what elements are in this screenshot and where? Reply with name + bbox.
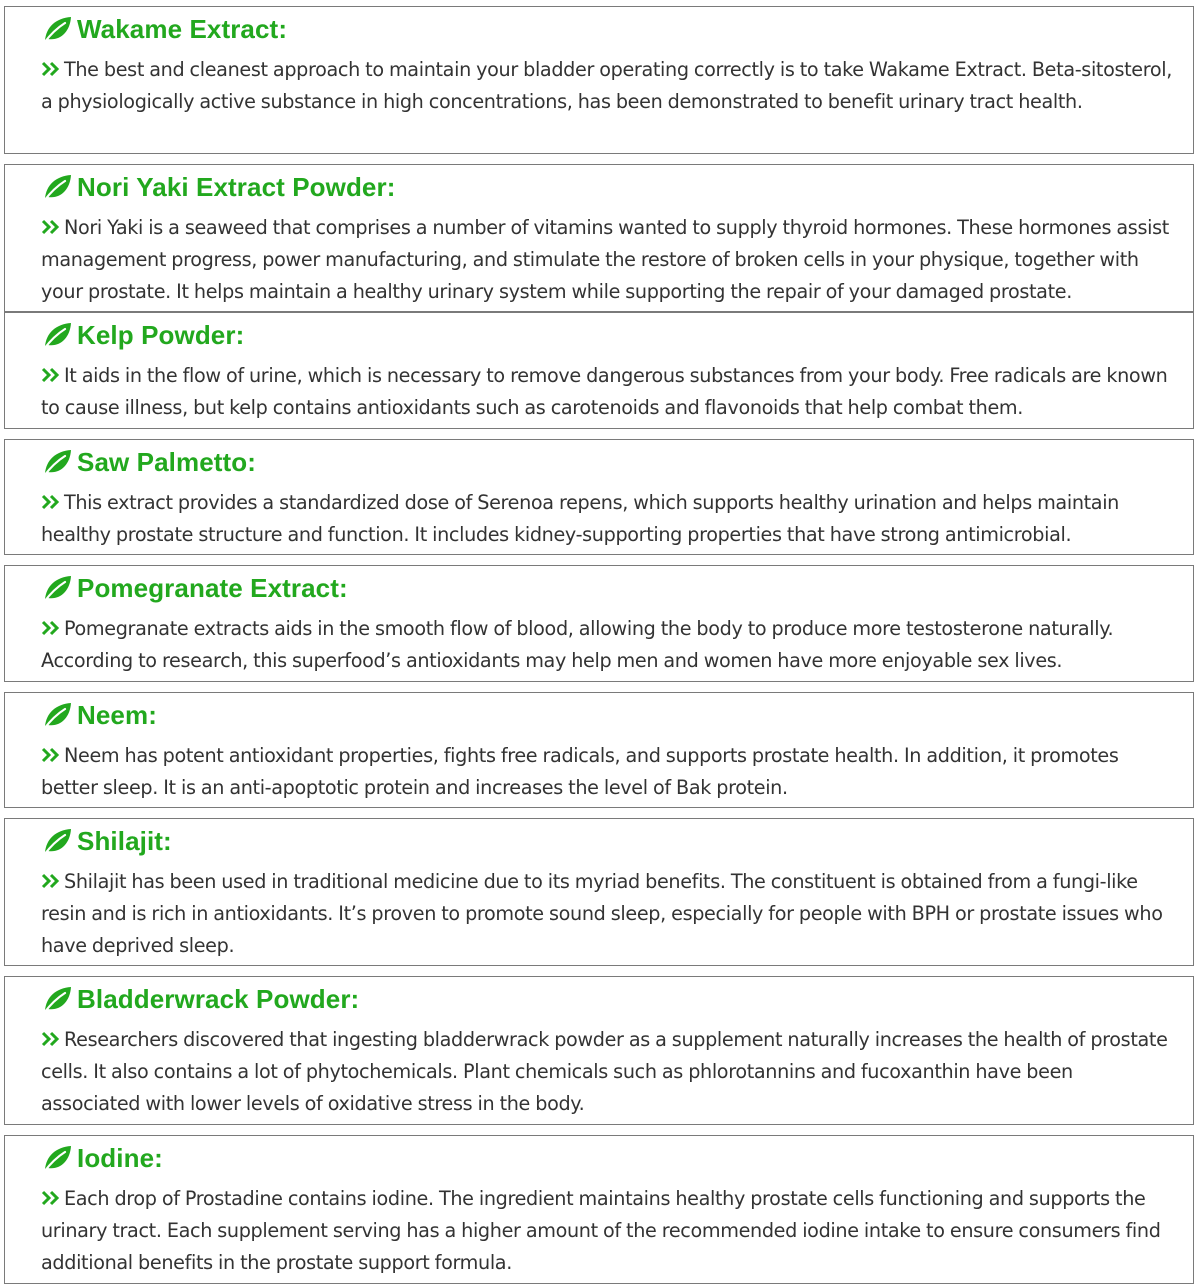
card-heading [41,981,359,1017]
card-text: Nori Yaki is a seaweed that comprises a number of vitamins wanted to supply thyroid hormones. These hormones assist management progress, power manufacturing, and stimulate the restore of broken cells in your physique, together with your prostate. It helps maintain a healthy urinary system while supporting the repair of your damaged prostate. [41,216,1169,303]
card-nori-yaki-extract-powder [4,164,1194,312]
card-bladderwrack-powder [4,976,1194,1125]
card-heading [41,11,287,47]
card-neem [4,692,1194,808]
double-chevron-right-icon [41,219,61,235]
card-text: This extract provides a standardized dose of Serenoa repens, which supports healthy urination and helps maintain healthy prostate structure and function. It includes kidney-supporting properties that have strong antimicrobial. [41,491,1119,546]
card-shilajit [4,818,1194,966]
card-pomegranate-extract [4,565,1194,682]
card-text: It aids in the flow of urine, which is necessary to remove dangerous substances from your body. Free radicals are known to cause illness, but kelp contains antioxidants such as carotenoids and flavonoids that help combat them. [41,364,1168,419]
card-heading [41,823,172,859]
card-description [41,1024,1176,1120]
card-heading [41,317,244,353]
card-text: Each drop of Prostadine contains iodine. The ingredient maintains healthy prostate cells functioning and supports the urinary tract. Each supplement serving has a higher amount of the recommended iodine intake to ensure consumers find additional benefits in the prostate support formula. [41,1187,1161,1274]
card-description [41,360,1176,424]
card-description [41,212,1176,308]
double-chevron-right-icon [41,620,61,636]
leaf-icon [41,320,73,350]
double-chevron-right-icon [41,1190,61,1206]
double-chevron-right-icon [41,61,61,77]
card-description [41,1183,1176,1279]
card-description [41,487,1176,551]
leaf-icon [41,826,73,856]
card-heading [41,169,395,205]
card-description [41,613,1176,677]
card-description [41,54,1176,118]
card-text: Shilajit has been used in traditional medicine due to its myriad benefits. The constituent is obtained from a fungi-like resin and is rich in antioxidants. It’s proven to promote sound sleep, especially for people with BPH or prostate issues who have deprived sleep. [41,870,1163,957]
card-title: Pomegranate Extract: [77,572,348,603]
card-text: Neem has potent antioxidant properties, fights free radicals, and supports prostate health. In addition, it promotes better sleep. It is an anti-apoptotic protein and increases the level of Bak protein. [41,744,1119,799]
card-title: Bladderwrack Powder: [77,983,360,1014]
double-chevron-right-icon [41,873,61,889]
card-heading [41,444,256,480]
card-title: Saw Palmetto: [77,446,257,477]
double-chevron-right-icon [41,367,61,383]
card-title: Neem: [77,699,157,730]
card-heading [41,570,348,606]
card-text: Researchers discovered that ingesting bladderwrack powder as a supplement naturally increases the health of prostate cells. It also contains a lot of phytochemicals. Plant chemicals such as phlorotannins and fucoxanthin have been associated with lower levels of oxidative stress in the body. [41,1028,1168,1115]
card-text: The best and cleanest approach to maintain your bladder operating correctly is to take Wakame Extract. Beta-sitosterol, a physiologically active substance in high concentrations, has been demonstrated to benefit urinary tract health. [41,58,1172,113]
card-title: Wakame Extract: [77,13,288,44]
card-text: Pomegranate extracts aids in the smooth flow of blood, allowing the body to produce more testosterone naturally. According to research, this superfood’s antioxidants may help men and women have more enjoyable sex lives. [41,617,1114,672]
card-title: Kelp Powder: [77,319,245,350]
card-title: Nori Yaki Extract Powder: [77,171,396,202]
card-wakame-extract [4,6,1194,154]
card-title: Iodine: [77,1142,163,1173]
double-chevron-right-icon [41,494,61,510]
leaf-icon [41,447,73,477]
card-kelp-powder [4,312,1194,429]
leaf-icon [41,1143,73,1173]
card-heading [41,1140,163,1176]
card-iodine [4,1135,1194,1284]
double-chevron-right-icon [41,747,61,763]
leaf-icon [41,172,73,202]
card-description [41,740,1176,804]
double-chevron-right-icon [41,1031,61,1047]
card-description [41,866,1176,962]
card-heading [41,697,157,733]
leaf-icon [41,573,73,603]
leaf-icon [41,700,73,730]
leaf-icon [41,984,73,1014]
leaf-icon [41,14,73,44]
card-saw-palmetto [4,439,1194,555]
card-title: Shilajit: [77,825,172,856]
